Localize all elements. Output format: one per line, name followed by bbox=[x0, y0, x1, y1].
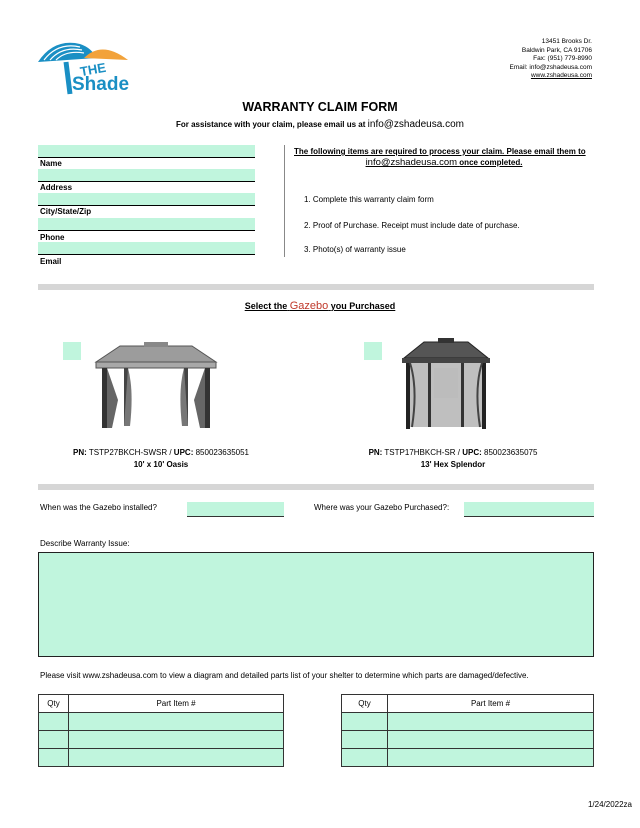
divider bbox=[38, 157, 255, 158]
address-street: 13451 Brooks Dr. bbox=[541, 38, 592, 45]
select-prefix: Select the bbox=[244, 301, 288, 311]
address-input[interactable] bbox=[38, 169, 255, 181]
installed-question: When was the Gazebo installed? bbox=[40, 503, 157, 512]
section-divider bbox=[284, 145, 285, 257]
requirement-item: 1. Complete this warranty claim form bbox=[304, 195, 434, 204]
describe-issue-textarea[interactable] bbox=[38, 552, 594, 657]
assist-email-link[interactable]: info@zshadeusa.com bbox=[367, 119, 464, 130]
requirements-email-link[interactable]: info@zshadeusa.com bbox=[365, 157, 458, 168]
purchased-where-input[interactable] bbox=[464, 502, 594, 517]
section-bar bbox=[38, 484, 594, 490]
requirement-item: 3. Photo(s) of warranty issue bbox=[304, 245, 406, 254]
logo-text-top: THE bbox=[78, 59, 108, 80]
pn-label: PN: bbox=[73, 448, 87, 457]
city-state-zip-label: City/State/Zip bbox=[40, 207, 92, 216]
oasis-pn-line bbox=[40, 448, 282, 457]
part-item-cell[interactable] bbox=[69, 713, 284, 731]
email-input[interactable] bbox=[38, 242, 255, 254]
form-title: WARRANTY CLAIM FORM bbox=[242, 100, 398, 114]
phone-label: Phone bbox=[40, 233, 65, 242]
part-item-header: Part Item # bbox=[69, 695, 284, 713]
name-input[interactable] bbox=[38, 145, 255, 157]
upc-label: UPC: bbox=[173, 448, 194, 457]
part-item-cell[interactable] bbox=[388, 713, 594, 731]
hex-splendor-pn-line bbox=[332, 448, 574, 457]
qty-cell[interactable] bbox=[342, 713, 388, 731]
hex-splendor-pn: TSTP17HBKCH-SR / bbox=[384, 448, 460, 457]
requirements-heading: The following items are required to process your claim. Please email them to bbox=[294, 147, 586, 156]
oasis-gazebo-image bbox=[94, 340, 218, 432]
qty-header: Qty bbox=[342, 695, 388, 713]
oasis-pn: TSTP27BKCH-SWSR / bbox=[88, 448, 172, 457]
address-fax: Fax: (951) 779-8990 bbox=[533, 55, 592, 63]
qty-header: Qty bbox=[39, 695, 69, 713]
divider bbox=[38, 181, 255, 182]
address-city: Baldwin Park, CA 91706 bbox=[521, 46, 592, 54]
section-bar bbox=[38, 284, 594, 290]
part-item-cell[interactable] bbox=[388, 731, 594, 749]
describe-issue-label: Describe Warranty Issue: bbox=[40, 539, 130, 548]
purchased-question: Where was your Gazebo Purchased?: bbox=[314, 503, 450, 512]
divider bbox=[38, 205, 255, 206]
select-highlight: Gazebo bbox=[289, 300, 329, 312]
company-address bbox=[510, 38, 592, 81]
footer-date: 1/24/2022za bbox=[587, 800, 632, 809]
website-link[interactable]: www.zshadeusa.com bbox=[530, 72, 592, 80]
logo-text-bottom: Shade bbox=[72, 74, 130, 95]
assist-line bbox=[0, 119, 640, 130]
address-label: Address bbox=[40, 183, 73, 192]
select-gazebo-heading bbox=[0, 300, 640, 312]
hex-splendor-upc: 850023635075 bbox=[484, 448, 538, 457]
qty-cell[interactable] bbox=[342, 731, 388, 749]
qty-cell[interactable] bbox=[342, 749, 388, 767]
email-label: Email bbox=[40, 257, 62, 266]
qty-cell[interactable] bbox=[39, 731, 69, 749]
requirements-suffix: once completed. bbox=[459, 158, 523, 167]
phone-input[interactable] bbox=[38, 218, 255, 230]
name-label: Name bbox=[40, 159, 62, 168]
qty-cell[interactable] bbox=[39, 713, 69, 731]
pn-label: PN: bbox=[368, 448, 383, 457]
hex-splendor-select-checkbox[interactable] bbox=[364, 342, 382, 360]
assist-text: For assistance with your claim, please email us at bbox=[176, 120, 366, 129]
oasis-select-checkbox[interactable] bbox=[63, 342, 81, 360]
oasis-name: 10' x 10' Oasis bbox=[133, 460, 189, 469]
upc-label: UPC: bbox=[462, 448, 482, 457]
city-state-zip-input[interactable] bbox=[38, 193, 255, 205]
hex-splendor-gazebo-image bbox=[394, 338, 498, 434]
qty-cell[interactable] bbox=[39, 749, 69, 767]
part-item-cell[interactable] bbox=[69, 749, 284, 767]
requirements-email-line bbox=[294, 157, 594, 168]
part-item-header: Part Item # bbox=[388, 695, 594, 713]
oasis-upc: 850023635051 bbox=[195, 448, 249, 457]
divider bbox=[38, 254, 255, 255]
hex-splendor-name: 13' Hex Splendor bbox=[420, 460, 486, 469]
select-suffix: you Purchased bbox=[330, 301, 396, 311]
part-item-cell[interactable] bbox=[388, 749, 594, 767]
parts-table-right bbox=[341, 694, 594, 767]
visit-instructions: Please visit www.zshadeusa.com to view a diagram and detailed parts list of your shelter to determine which parts are damaged/defective. bbox=[40, 671, 529, 680]
divider bbox=[38, 230, 255, 231]
parts-table-left bbox=[38, 694, 284, 767]
requirement-item: 2. Proof of Purchase. Receipt must include date of purchase. bbox=[304, 221, 520, 230]
address-email: Email: info@zshadeusa.com bbox=[509, 63, 592, 71]
company-logo bbox=[36, 36, 136, 98]
installed-date-input[interactable] bbox=[187, 502, 284, 517]
part-item-cell[interactable] bbox=[69, 731, 284, 749]
